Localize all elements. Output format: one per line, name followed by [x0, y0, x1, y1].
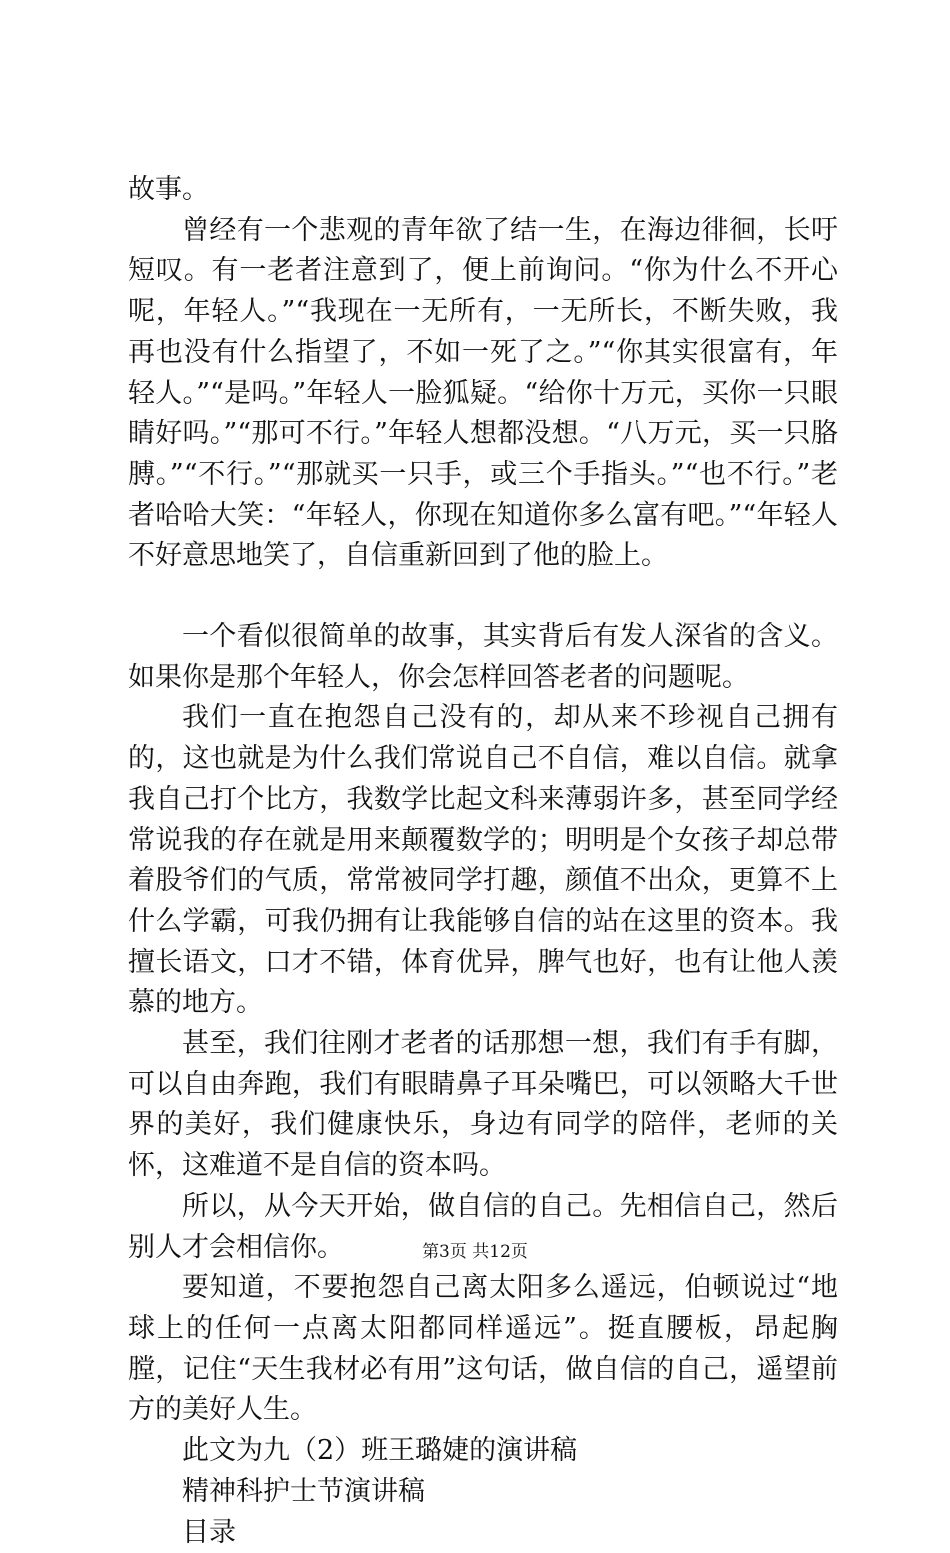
paragraph-next-title: 精神科护士节演讲稿	[128, 1472, 838, 1513]
paragraph-sun-quote: 要知道，不要抱怨自己离太阳多么遥远，伯顿说过“地球上的任何一点离太阳都同样遥远”。挺直腰板，昂起胸膛，记住“天生我材必有用”这句话，做自信的自己，遥望前方的美好人生。	[128, 1268, 838, 1431]
paragraph-story-end: 故事。	[128, 170, 838, 211]
paragraph-complaint: 我们一直在抱怨自己没有的，却从来不珍视自己拥有的，这也就是为什么我们常说自己不自信，难以自信。就拿我自己打个比方，我数学比起文科来薄弱许多，甚至同学经常说我的存在就是用来颠覆数学的；明明是个女孩子却总带着股爷们的气质，常常被同学打趣，颜值不出众，更算不上什么学霸，可我仍拥有让我能够自信的站在这里的资本。我擅长语文，口才不错，体育优异，脾气也好，也有让他人羡慕的地方。	[128, 698, 838, 1024]
page-number-label: 第3页 共12页	[422, 1242, 528, 1262]
paragraph-author-note: 此文为九（2）班王璐婕的演讲稿	[128, 1431, 838, 1472]
paragraph-story: 曾经有一个悲观的青年欲了结一生，在海边徘徊，长吁短叹。有一老者注意到了，便上前询问。“你为什么不开心呢，年轻人。”“我现在一无所有，一无所长，不断失败，我再也没有什么指望了，不如一死了之。”“你其实很富有，年轻人。”“是吗。”年轻人一脸狐疑。“给你十万元，买你一只眼睛好吗。”“那可不行。”年轻人想都没想。“八万元，买一只胳膊。”“不行。”“那就买一只手，或三个手指头。”“也不行。”老者哈哈大笑：“年轻人，你现在知道你多么富有吧。”“年轻人不好意思地笑了，自信重新回到了他的脸上。	[128, 211, 838, 577]
paragraph-reflection: 一个看似很简单的故事，其实背后有发人深省的含义。如果你是那个年轻人，你会怎样回答老者的问题呢。	[128, 617, 838, 698]
paragraph-toc-heading: 目录	[128, 1513, 838, 1553]
page-footer	[0, 1240, 950, 1264]
document-body	[128, 170, 838, 1553]
paragraph-be-confident: 所以，从今天开始，做自信的自己。先相信自己，然后别人才会相信你。	[128, 1187, 838, 1268]
paragraph-resources: 甚至，我们往刚才老者的话那想一想，我们有手有脚，可以自由奔跑，我们有眼睛鼻子耳朵嘴巴，可以领略大千世界的美好，我们健康快乐，身边有同学的陪伴，老师的关怀，这难道不是自信的资本吗。	[128, 1024, 838, 1187]
